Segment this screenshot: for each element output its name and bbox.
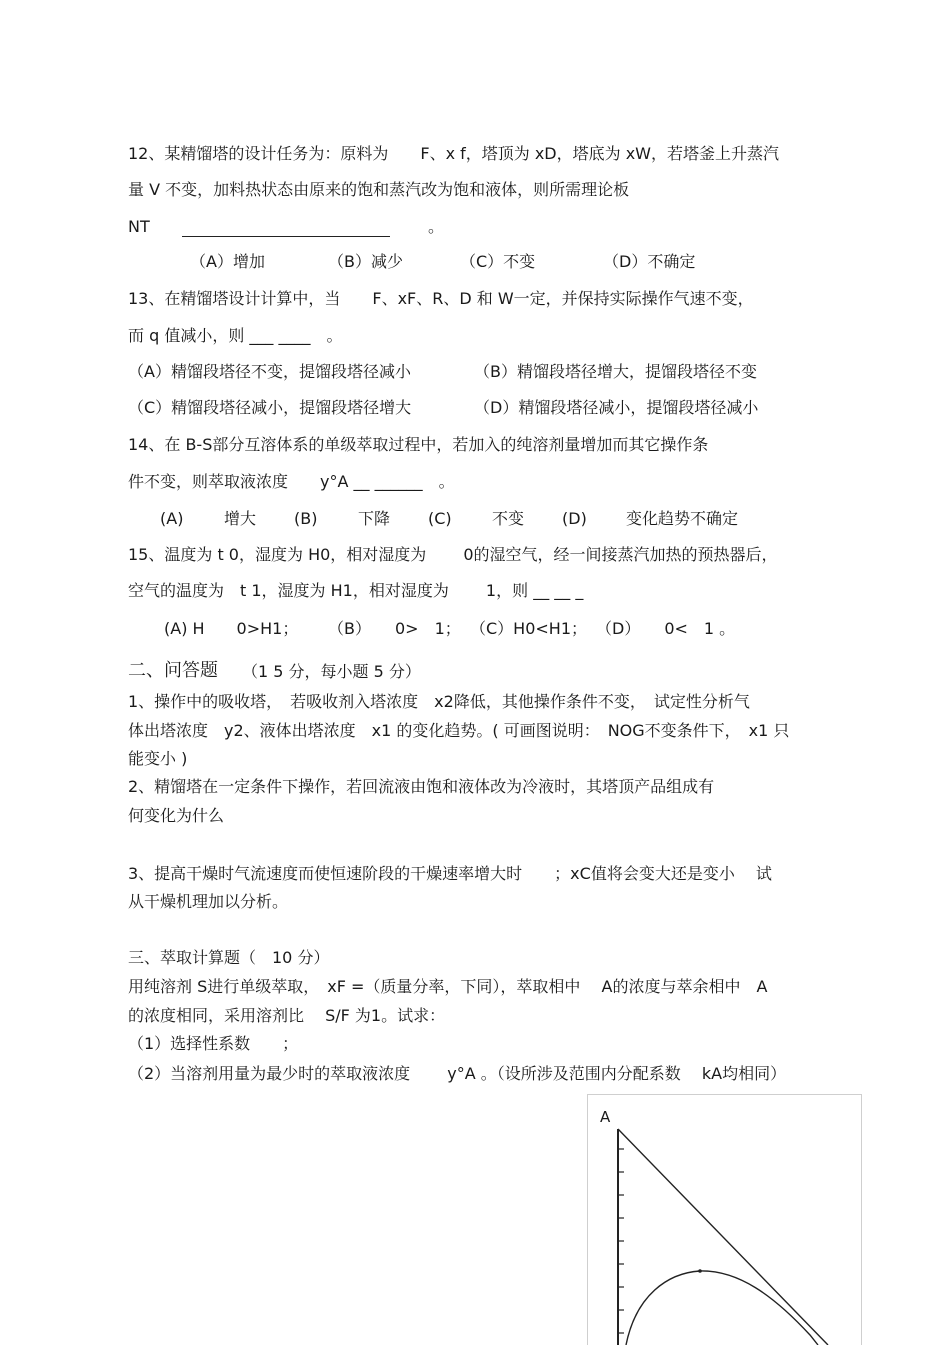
ternary-phase-diagram bbox=[587, 1094, 862, 1345]
q14-line1: 14、在 B-S部分互溶体系的单级萃取过程中，若加入的纯溶剂量增加而其它操作条 bbox=[128, 435, 709, 454]
s2-q1-line2: 体出塔浓度 y2、液体出塔浓度 x1 的变化趋势。( 可画图说明： NOG不变条件下， x1 只 bbox=[128, 721, 790, 740]
q12-nt-label: NT bbox=[128, 217, 150, 236]
s2-q1-line1: 1、操作中的吸收塔， 若吸收剂入塔浓度 x2降低，其他操作条件不变， 试定性分析气 bbox=[128, 692, 750, 711]
q15-option-d: （D） 0< 1 。 bbox=[596, 619, 736, 638]
q15-option-b: （B） 0> 1； bbox=[328, 619, 461, 638]
s3-line2: 的浓度相同，采用溶剂比 S/F 为1。试求： bbox=[128, 1006, 446, 1025]
q15-line2: 空气的温度为 t 1，湿度为 H1，相对湿度为 1，则 __ __ _ bbox=[128, 581, 584, 600]
q13-option-b: （B）精馏段塔径增大，提馏段塔径不变 bbox=[474, 362, 757, 381]
s3-item1: （1）选择性系数 ； bbox=[128, 1034, 299, 1053]
q12-answer-blank bbox=[182, 236, 390, 237]
q12-option-b: （B）减少 bbox=[328, 252, 403, 271]
q15-option-a: (A) H 0>H1； bbox=[164, 619, 299, 638]
q13-option-a: （A）精馏段塔径不变，提馏段塔径减小 bbox=[128, 362, 411, 381]
q12-option-d: （D）不确定 bbox=[603, 252, 696, 271]
q14-option-b-label: (B) bbox=[294, 509, 318, 528]
q12-line3-end: 。 bbox=[428, 217, 445, 236]
q13-line1: 13、在精馏塔设计计算中，当 F、xF、R、D 和 W一定，并保持实际操作气速不变， bbox=[128, 289, 754, 308]
s2-q2-line2: 何变化为什么 bbox=[128, 806, 225, 825]
figure-axis-label-a: A bbox=[600, 1108, 611, 1126]
s3-item2: （2）当溶剂用量为最少时的萃取液浓度 y°A 。（设所涉及范围内分配系数 kA均相同） bbox=[128, 1064, 787, 1083]
q12-option-c: （C）不变 bbox=[460, 252, 536, 271]
q14-option-a-text: 增大 bbox=[224, 509, 257, 528]
q12-line1: 12、某精馏塔的设计任务为：原料为 F、x f，塔顶为 xD，塔底为 xW，若塔釜上升蒸汽 bbox=[128, 144, 780, 163]
section2-title: 二、问答题 bbox=[128, 660, 218, 681]
s2-q1-line3: 能变小 ) bbox=[128, 749, 188, 768]
q14-option-c-label: (C) bbox=[428, 509, 452, 528]
s3-line1: 用纯溶剂 S进行单级萃取， xF =（质量分率，下同），萃取相中 A的浓度与萃余相中 A bbox=[128, 977, 768, 996]
q14-option-a-label: (A) bbox=[160, 509, 184, 528]
figure-plot bbox=[588, 1095, 861, 1345]
q15-line1: 15、温度为 t 0，湿度为 H0，相对湿度为 0的湿空气，经一间接蒸汽加热的预热器后， bbox=[128, 545, 778, 564]
q14-option-b-text: 下降 bbox=[358, 509, 391, 528]
q14-option-d-text: 变化趋势不确定 bbox=[626, 509, 739, 528]
q12-line2: 量 V 不变，加料热状态由原来的饱和蒸汽改为饱和液体，则所需理论板 bbox=[128, 180, 630, 199]
q12-option-a: （A）增加 bbox=[190, 252, 265, 271]
q14-option-c-text: 不变 bbox=[492, 509, 525, 528]
q13-option-d: （D）精馏段塔径减小，提馏段塔径减小 bbox=[474, 398, 759, 417]
section2-note: （1 5 分，每小题 5 分） bbox=[242, 662, 421, 681]
q14-line2: 件不变，则萃取液浓度 y°A __ ______ 。 bbox=[128, 472, 455, 491]
plait-point bbox=[698, 1269, 702, 1273]
s2-q2-line1: 2、精馏塔在一定条件下操作，若回流液由饱和液体改为冷液时，其塔顶产品组成有 bbox=[128, 777, 715, 796]
solubility-curve bbox=[626, 1271, 818, 1345]
section3-title: 三、萃取计算题（ 10 分） bbox=[128, 948, 330, 967]
q13-line2: 而 q 值减小，则 ___ ____ 。 bbox=[128, 326, 343, 345]
s2-q3-line2: 从干燥机理加以分析。 bbox=[128, 892, 289, 911]
figure-hypotenuse bbox=[618, 1129, 828, 1345]
s2-q3-line1: 3、提高干燥时气流速度而使恒速阶段的干燥速率增大时 ；xC值将会变大还是变小 试 bbox=[128, 864, 772, 883]
q14-option-d-label: (D) bbox=[562, 509, 587, 528]
q15-option-c: （C）H0<H1； bbox=[470, 619, 588, 638]
q13-option-c: （C）精馏段塔径减小，提馏段塔径增大 bbox=[128, 398, 412, 417]
